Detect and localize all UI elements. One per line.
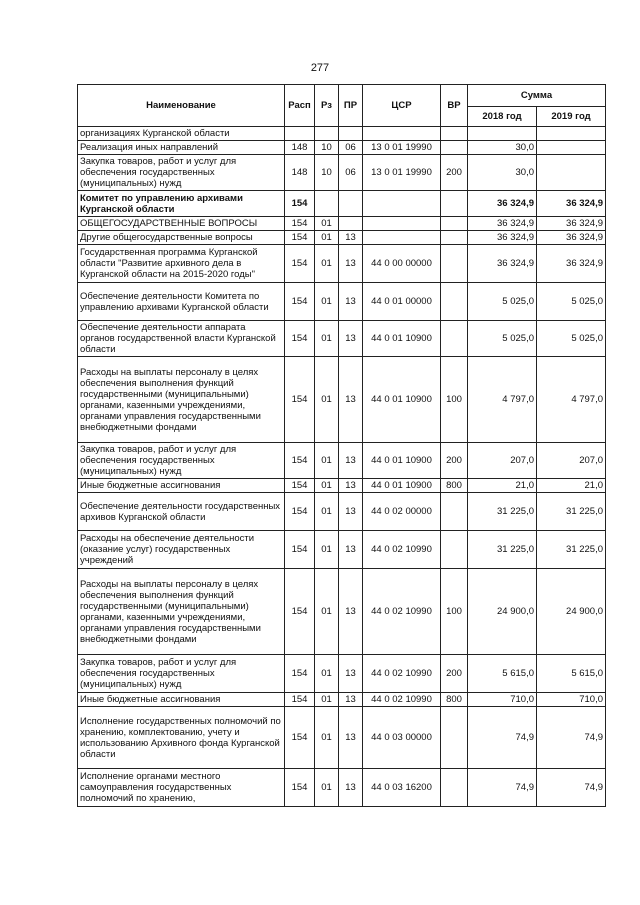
cell-vr [441, 127, 468, 141]
cell-csr: 44 0 00 00000 [363, 245, 441, 283]
cell-csr: 13 0 01 19990 [363, 155, 441, 191]
table-row [78, 569, 606, 655]
cell-rasp: 154 [285, 443, 315, 479]
cell-y2019 [537, 155, 606, 191]
cell-y2019: 5 615,0 [537, 655, 606, 693]
cell-y2018: 710,0 [468, 693, 537, 707]
cell-pr: 13 [339, 693, 363, 707]
cell-name: Закупка товаров, работ и услуг для обеспечения государственных (муниципальных) нужд [78, 155, 285, 191]
table-row [78, 141, 606, 155]
table-row [78, 707, 606, 769]
cell-rz: 01 [315, 569, 339, 655]
cell-vr [441, 707, 468, 769]
cell-y2019: 24 900,0 [537, 569, 606, 655]
cell-pr [339, 127, 363, 141]
cell-csr: 44 0 02 10990 [363, 655, 441, 693]
cell-rasp: 154 [285, 191, 315, 217]
cell-csr [363, 217, 441, 231]
cell-csr [363, 191, 441, 217]
cell-name: Расходы на выплаты персоналу в целях обеспечения выполнения функций государственными (муниципальными) органами, казенными учреждениями, органами управления государственными внебюджетными фондами [78, 357, 285, 443]
header-vr: ВР [441, 85, 468, 127]
cell-rz: 01 [315, 655, 339, 693]
table-row [78, 321, 606, 357]
cell-y2019 [537, 141, 606, 155]
header-name: Наименование [78, 85, 285, 127]
header-2019: 2019 год [537, 107, 606, 127]
cell-y2019: 710,0 [537, 693, 606, 707]
cell-csr: 44 0 02 00000 [363, 493, 441, 531]
cell-rasp: 154 [285, 357, 315, 443]
cell-vr: 100 [441, 357, 468, 443]
cell-y2019: 5 025,0 [537, 321, 606, 357]
table-row [78, 493, 606, 531]
cell-rz: 01 [315, 357, 339, 443]
cell-csr: 13 0 01 19990 [363, 141, 441, 155]
cell-pr: 13 [339, 769, 363, 807]
cell-name: Исполнение государственных полномочий по хранению, комплектованию, учету и использованию Архивного фонда Курганской области [78, 707, 285, 769]
cell-y2018: 5 025,0 [468, 321, 537, 357]
cell-name: Государственная программа Курганской области "Развитие архивного дела в Курганской области на 2015-2020 годы" [78, 245, 285, 283]
cell-y2019: 31 225,0 [537, 531, 606, 569]
cell-vr [441, 283, 468, 321]
cell-rasp: 154 [285, 283, 315, 321]
cell-vr: 200 [441, 155, 468, 191]
cell-name: Закупка товаров, работ и услуг для обеспечения государственных (муниципальных) нужд [78, 655, 285, 693]
cell-rz: 01 [315, 493, 339, 531]
cell-name: Обеспечение деятельности аппарата органов государственной власти Курганской области [78, 321, 285, 357]
cell-csr [363, 231, 441, 245]
cell-csr: 44 0 03 16200 [363, 769, 441, 807]
cell-vr [441, 245, 468, 283]
cell-name: организациях Курганской области [78, 127, 285, 141]
cell-csr: 44 0 02 10990 [363, 569, 441, 655]
table-row [78, 127, 606, 141]
page-number: 277 [310, 62, 330, 74]
cell-pr: 13 [339, 357, 363, 443]
cell-rasp: 148 [285, 141, 315, 155]
table-row [78, 443, 606, 479]
cell-vr [441, 231, 468, 245]
cell-rz: 01 [315, 769, 339, 807]
cell-rz: 01 [315, 217, 339, 231]
cell-y2018: 30,0 [468, 155, 537, 191]
cell-pr: 06 [339, 155, 363, 191]
cell-rz [315, 191, 339, 217]
cell-y2019: 36 324,9 [537, 191, 606, 217]
cell-name: Обеспечение деятельности Комитета по управлению архивами Курганской области [78, 283, 285, 321]
cell-pr: 13 [339, 707, 363, 769]
table-row [78, 693, 606, 707]
cell-rz: 01 [315, 443, 339, 479]
header-pr: ПР [339, 85, 363, 127]
cell-vr: 800 [441, 479, 468, 493]
cell-y2019: 74,9 [537, 707, 606, 769]
cell-rz: 01 [315, 531, 339, 569]
table-row [78, 357, 606, 443]
cell-pr: 06 [339, 141, 363, 155]
budget-table [77, 84, 606, 807]
cell-y2018: 74,9 [468, 769, 537, 807]
cell-rasp: 154 [285, 569, 315, 655]
cell-csr [363, 127, 441, 141]
header-rz: Рз [315, 85, 339, 127]
cell-vr: 200 [441, 443, 468, 479]
cell-y2019: 21,0 [537, 479, 606, 493]
cell-rasp: 154 [285, 493, 315, 531]
table-row [78, 479, 606, 493]
cell-y2019: 74,9 [537, 769, 606, 807]
cell-pr: 13 [339, 479, 363, 493]
table-row [78, 191, 606, 217]
cell-y2019: 4 797,0 [537, 357, 606, 443]
cell-y2018: 74,9 [468, 707, 537, 769]
table-row [78, 769, 606, 807]
cell-rz: 01 [315, 693, 339, 707]
cell-name: Расходы на выплаты персоналу в целях обеспечения выполнения функций государственными (муниципальными) органами, казенными учреждениями, органами управления государственными внебюджетными фондами [78, 569, 285, 655]
cell-pr: 13 [339, 231, 363, 245]
cell-csr: 44 0 01 00000 [363, 283, 441, 321]
cell-rasp: 154 [285, 707, 315, 769]
cell-rasp: 154 [285, 217, 315, 231]
cell-pr: 13 [339, 531, 363, 569]
cell-y2018: 31 225,0 [468, 531, 537, 569]
cell-csr: 44 0 01 10900 [363, 321, 441, 357]
cell-rasp: 154 [285, 321, 315, 357]
cell-vr: 200 [441, 655, 468, 693]
cell-pr [339, 217, 363, 231]
cell-y2018: 36 324,9 [468, 191, 537, 217]
cell-name: Реализация иных направлений [78, 141, 285, 155]
cell-rasp: 148 [285, 155, 315, 191]
cell-csr: 44 0 01 10900 [363, 443, 441, 479]
cell-y2018: 21,0 [468, 479, 537, 493]
cell-rasp [285, 127, 315, 141]
cell-y2018: 30,0 [468, 141, 537, 155]
cell-rz: 01 [315, 283, 339, 321]
cell-vr: 800 [441, 693, 468, 707]
cell-rasp: 154 [285, 693, 315, 707]
cell-pr: 13 [339, 655, 363, 693]
cell-csr: 44 0 03 00000 [363, 707, 441, 769]
cell-rz: 10 [315, 155, 339, 191]
cell-y2018: 36 324,9 [468, 217, 537, 231]
header-2018: 2018 год [468, 107, 537, 127]
cell-vr [441, 531, 468, 569]
cell-rasp: 154 [285, 231, 315, 245]
cell-rz: 01 [315, 245, 339, 283]
cell-y2019: 5 025,0 [537, 283, 606, 321]
cell-rasp: 154 [285, 655, 315, 693]
cell-y2019: 36 324,9 [537, 231, 606, 245]
cell-name: Иные бюджетные ассигнования [78, 479, 285, 493]
cell-csr: 44 0 01 10900 [363, 357, 441, 443]
cell-rasp: 154 [285, 245, 315, 283]
cell-vr [441, 191, 468, 217]
cell-y2018: 4 797,0 [468, 357, 537, 443]
cell-rz: 01 [315, 707, 339, 769]
cell-name: Обеспечение деятельности государственных архивов Курганской области [78, 493, 285, 531]
cell-vr [441, 769, 468, 807]
cell-pr: 13 [339, 493, 363, 531]
cell-y2018 [468, 127, 537, 141]
cell-vr [441, 321, 468, 357]
cell-y2018: 36 324,9 [468, 231, 537, 245]
table-row [78, 283, 606, 321]
cell-name: Исполнение органами местного самоуправления государственных полномочий по хранению, [78, 769, 285, 807]
cell-name: Расходы на обеспечение деятельности (оказание услуг) государственных учреждений [78, 531, 285, 569]
cell-csr: 44 0 01 10900 [363, 479, 441, 493]
cell-y2019: 36 324,9 [537, 217, 606, 231]
table-row [78, 155, 606, 191]
header-sum: Сумма [468, 85, 606, 107]
cell-y2018: 31 225,0 [468, 493, 537, 531]
cell-y2019 [537, 127, 606, 141]
cell-pr: 13 [339, 569, 363, 655]
cell-name: Комитет по управлению архивами Курганской области [78, 191, 285, 217]
cell-name: Другие общегосударственные вопросы [78, 231, 285, 245]
table-row [78, 231, 606, 245]
cell-y2018: 36 324,9 [468, 245, 537, 283]
cell-rz: 01 [315, 479, 339, 493]
header-rasp: Расп [285, 85, 315, 127]
cell-rasp: 154 [285, 769, 315, 807]
cell-csr: 44 0 02 10990 [363, 693, 441, 707]
cell-y2019: 207,0 [537, 443, 606, 479]
cell-rz [315, 127, 339, 141]
table-row [78, 531, 606, 569]
cell-vr [441, 217, 468, 231]
table-row [78, 245, 606, 283]
cell-name: Закупка товаров, работ и услуг для обеспечения государственных (муниципальных) нужд [78, 443, 285, 479]
cell-vr: 100 [441, 569, 468, 655]
cell-y2019: 36 324,9 [537, 245, 606, 283]
cell-csr: 44 0 02 10990 [363, 531, 441, 569]
cell-rasp: 154 [285, 531, 315, 569]
cell-y2018: 5 025,0 [468, 283, 537, 321]
cell-name: Иные бюджетные ассигнования [78, 693, 285, 707]
cell-name: ОБЩЕГОСУДАРСТВЕННЫЕ ВОПРОСЫ [78, 217, 285, 231]
cell-vr [441, 141, 468, 155]
table-row [78, 217, 606, 231]
cell-rz: 10 [315, 141, 339, 155]
cell-vr [441, 493, 468, 531]
cell-pr: 13 [339, 321, 363, 357]
cell-rasp: 154 [285, 479, 315, 493]
header-csr: ЦСР [363, 85, 441, 127]
cell-rz: 01 [315, 321, 339, 357]
cell-pr: 13 [339, 245, 363, 283]
table-row [78, 655, 606, 693]
cell-pr [339, 191, 363, 217]
table-body [78, 127, 606, 807]
cell-y2018: 207,0 [468, 443, 537, 479]
cell-y2018: 24 900,0 [468, 569, 537, 655]
cell-pr: 13 [339, 283, 363, 321]
cell-y2018: 5 615,0 [468, 655, 537, 693]
cell-rz: 01 [315, 231, 339, 245]
cell-y2019: 31 225,0 [537, 493, 606, 531]
cell-pr: 13 [339, 443, 363, 479]
